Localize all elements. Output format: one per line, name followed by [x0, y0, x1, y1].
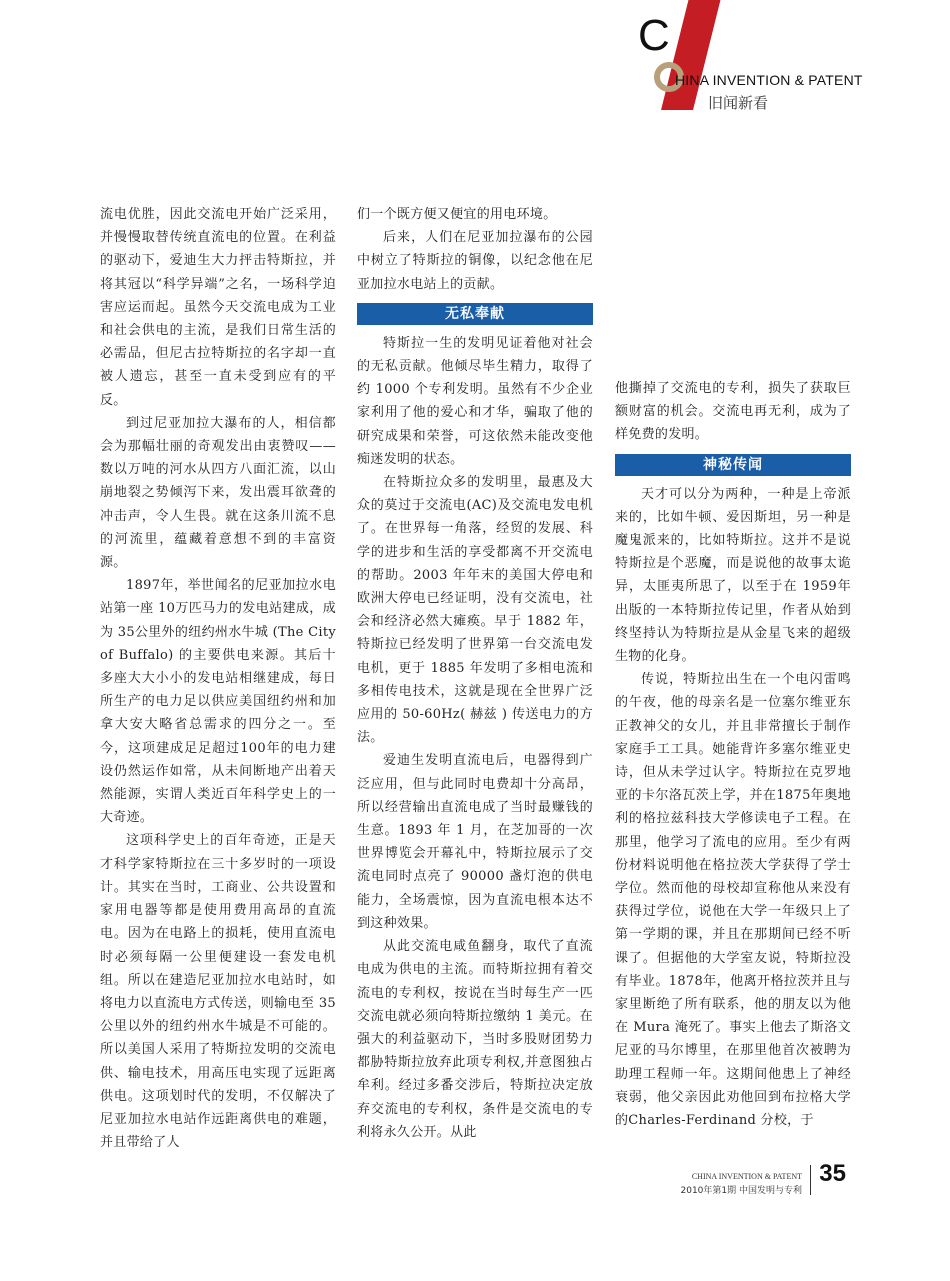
article-column-3: [615, 377, 851, 1132]
footer-magazine-title: CHINA INVENTION & PATENT: [691, 1172, 802, 1181]
article-column-1: [100, 203, 336, 1154]
article-column-2: [357, 203, 593, 1144]
paragraph: 他撕掉了交流电的专利，损失了获取巨额财富的机会。交流电再无利，成为了样免费的发明。: [615, 381, 851, 443]
paragraph: 1897年，举世闻名的尼亚加拉水电站第一座 10万匹马力的发电站建成，成为 35公里外的纽约州水牛城 (The City of Buffalo) 的主要供电来源。其后十多座大大小小的发电站相继建成，每日所生产的电力足以供应美国纽约州和加拿大安大略省总需求的四分之一。至今，这项建成足足超过100年的电力建设仍然运作如常，从未间断地产出着天然能源，实谓人类近百年科学史上的一大奇迹。: [100, 578, 336, 826]
magazine-title-en: HINA INVENTION & PATENT: [675, 72, 863, 88]
section-heading-selfless-dedication: 无私奉献: [357, 303, 593, 325]
page-number: 35: [819, 1160, 846, 1187]
logo-letter-c: C: [638, 11, 670, 60]
paragraph: 爱迪生发明直流电后，电器得到广泛应用，但与此同时电费却十分高昂，所以经营输出直流电成了当时最赚钱的生意。1893 年 1 月，在芝加哥的一次世界博览会开幕礼中，特斯拉展示了交流电同时点亮了 90000 盏灯泡的供电能力，全场震惊，因为直流电根本达不到这种效果。: [357, 753, 593, 931]
paragraph: 这项科学史上的百年奇迹，正是天才科学家特斯拉在三十多岁时的一项设计。其实在当时，工商业、公共设置和家用电器等都是使用费用高昂的直流电。因为在电路上的损耗，使用直流电时必须每隔一公里便建设一套发电机组。所以在建造尼亚加拉水电站时，如将电力以直流电方式传送，则输电至 35公里以外的纽约州水牛城是不可能的。所以美国人采用了特斯拉发明的交流电供、输电技术，用高压电实现了远距离供电。这项划时代的发明，不仅解决了尼亚加拉水电站作远距离供电的难题，并且带给了人: [100, 833, 336, 1151]
paragraph: 从此交流电咸鱼翻身，取代了直流电成为供电的主流。而特斯拉拥有着交流电的专利权，按说在当时每生产一匹交流电就必须向特斯拉缴纳 1 美元。在强大的利益驱动下，当时多股财团势力都胁特斯拉放弃此项专利权,并意图独占牟利。经过多番交涉后，特斯拉决定放弃交流电的专利权，条件是交流电的专利将永久公开。从此: [357, 939, 593, 1140]
footer-divider: [810, 1165, 811, 1195]
paragraph: 到过尼亚加拉大瀑布的人，相信都会为那幅壮丽的奇观发出由衷赞叹—— 数以万吨的河水从四方八面汇流，以山崩地裂之势倾泻下来，发出震耳欲聋的冲击声，令人生畏。就在这条川流不息的河流里，蕴藏着意想不到的丰富资源。: [100, 415, 336, 571]
paragraph: 天才可以分为两种，一种是上帝派来的，比如牛顿、爱因斯坦，另一种是魔鬼派来的，比如特斯拉。这并不是说特斯拉是个恶魔，而是说他的故事太诡异，太匪夷所思了，以至于在 1959年出版的一本特斯拉传记里，作者从始到终坚持认为特斯拉是从金星飞来的超级生物的化身。: [615, 486, 851, 665]
paragraph: 特斯拉一生的发明见证着他对社会的无私贡献。他倾尽毕生精力，取得了约 1000 个专利发明。虽然有不少企业家利用了他的爱心和才华，骗取了他的研究成果和荣誉，可这依然未能改变他痴迷发明的状态。: [357, 335, 593, 467]
magazine-logo: [630, 0, 930, 120]
paragraph: 后来，人们在尼亚加拉瀑布的公园中树立了特斯拉的铜像，以纪念他在尼亚加拉水电站上的贡献。: [357, 230, 593, 292]
paragraph: 在特斯拉众多的发明里，最惠及大众的莫过于交流电(AC)及交流电发电机了。在世界每一角落，经贸的发展、科学的进步和生活的享受都离不开交流电的帮助。2003 年年末的美国大停电和欧洲大停电已经证明，没有交流电，社会和经济必然大瘫痪。早于 1882 年，特斯拉已经发明了世界第一台交流电发电机，更于 1885 年发明了多相电流和多相传电技术，这就是现在全世界广泛应用的 50-60Hz( 赫兹 ) 传送电力的方法。: [357, 475, 593, 746]
footer-issue: 2010年第1期 中国发明与专利: [680, 1186, 802, 1196]
section-heading-mysterious-legends: 神秘传闻: [615, 454, 851, 476]
section-title-cn: 旧闻新看: [708, 94, 769, 112]
paragraph: 流电优胜，因此交流电开始广泛采用，并慢慢取替传统直流电的位置。在利益的驱动下，爱迪生大力抨击特斯拉，并将其冠以“科学异端”之名，一场科学迫害应运而起。虽然今天交流电成为工业和社会供电的主流，是我们日常生活的必需品，但尼古拉特斯拉的名字却一直被人遗忘，甚至一直未受到应有的平反。: [100, 207, 336, 408]
paragraph: 们一个既方便又便宜的用电环境。: [357, 207, 557, 222]
page-footer: [670, 1162, 850, 1198]
paragraph: 传说，特斯拉出生在一个电闪雷鸣的午夜，他的母亲名是一位塞尔维亚东正教神父的女儿，并且非常擅长于制作家庭手工工具。她能背许多塞尔维亚史诗，但从未学过认字。特斯拉在克罗地亚的卡尔洛瓦茨上学，并在1875年奥地利的格拉兹科技大学修读电子工程。在那里，他学习了流电的应用。至少有两份材料说明他在格拉茨大学获得了学士学位。然而他的母校却宣称他从来没有获得过学位，说他在大学一年级只上了第一学期的课，并且在那期间已经不听课了。但据他的大学室友说，特斯拉没有毕业。1878年，他离开格拉茨并且与家里断绝了所有联系，他的朋友以为他在 Mura 淹死了。事实上他去了斯洛文尼亚的马尔博里，在那里他首次被聘为助理工程师一年。这期间他患上了神经衰弱，他父亲因此劝他回到布拉格大学的Charles-Ferdinand 分校，于: [615, 672, 851, 1129]
